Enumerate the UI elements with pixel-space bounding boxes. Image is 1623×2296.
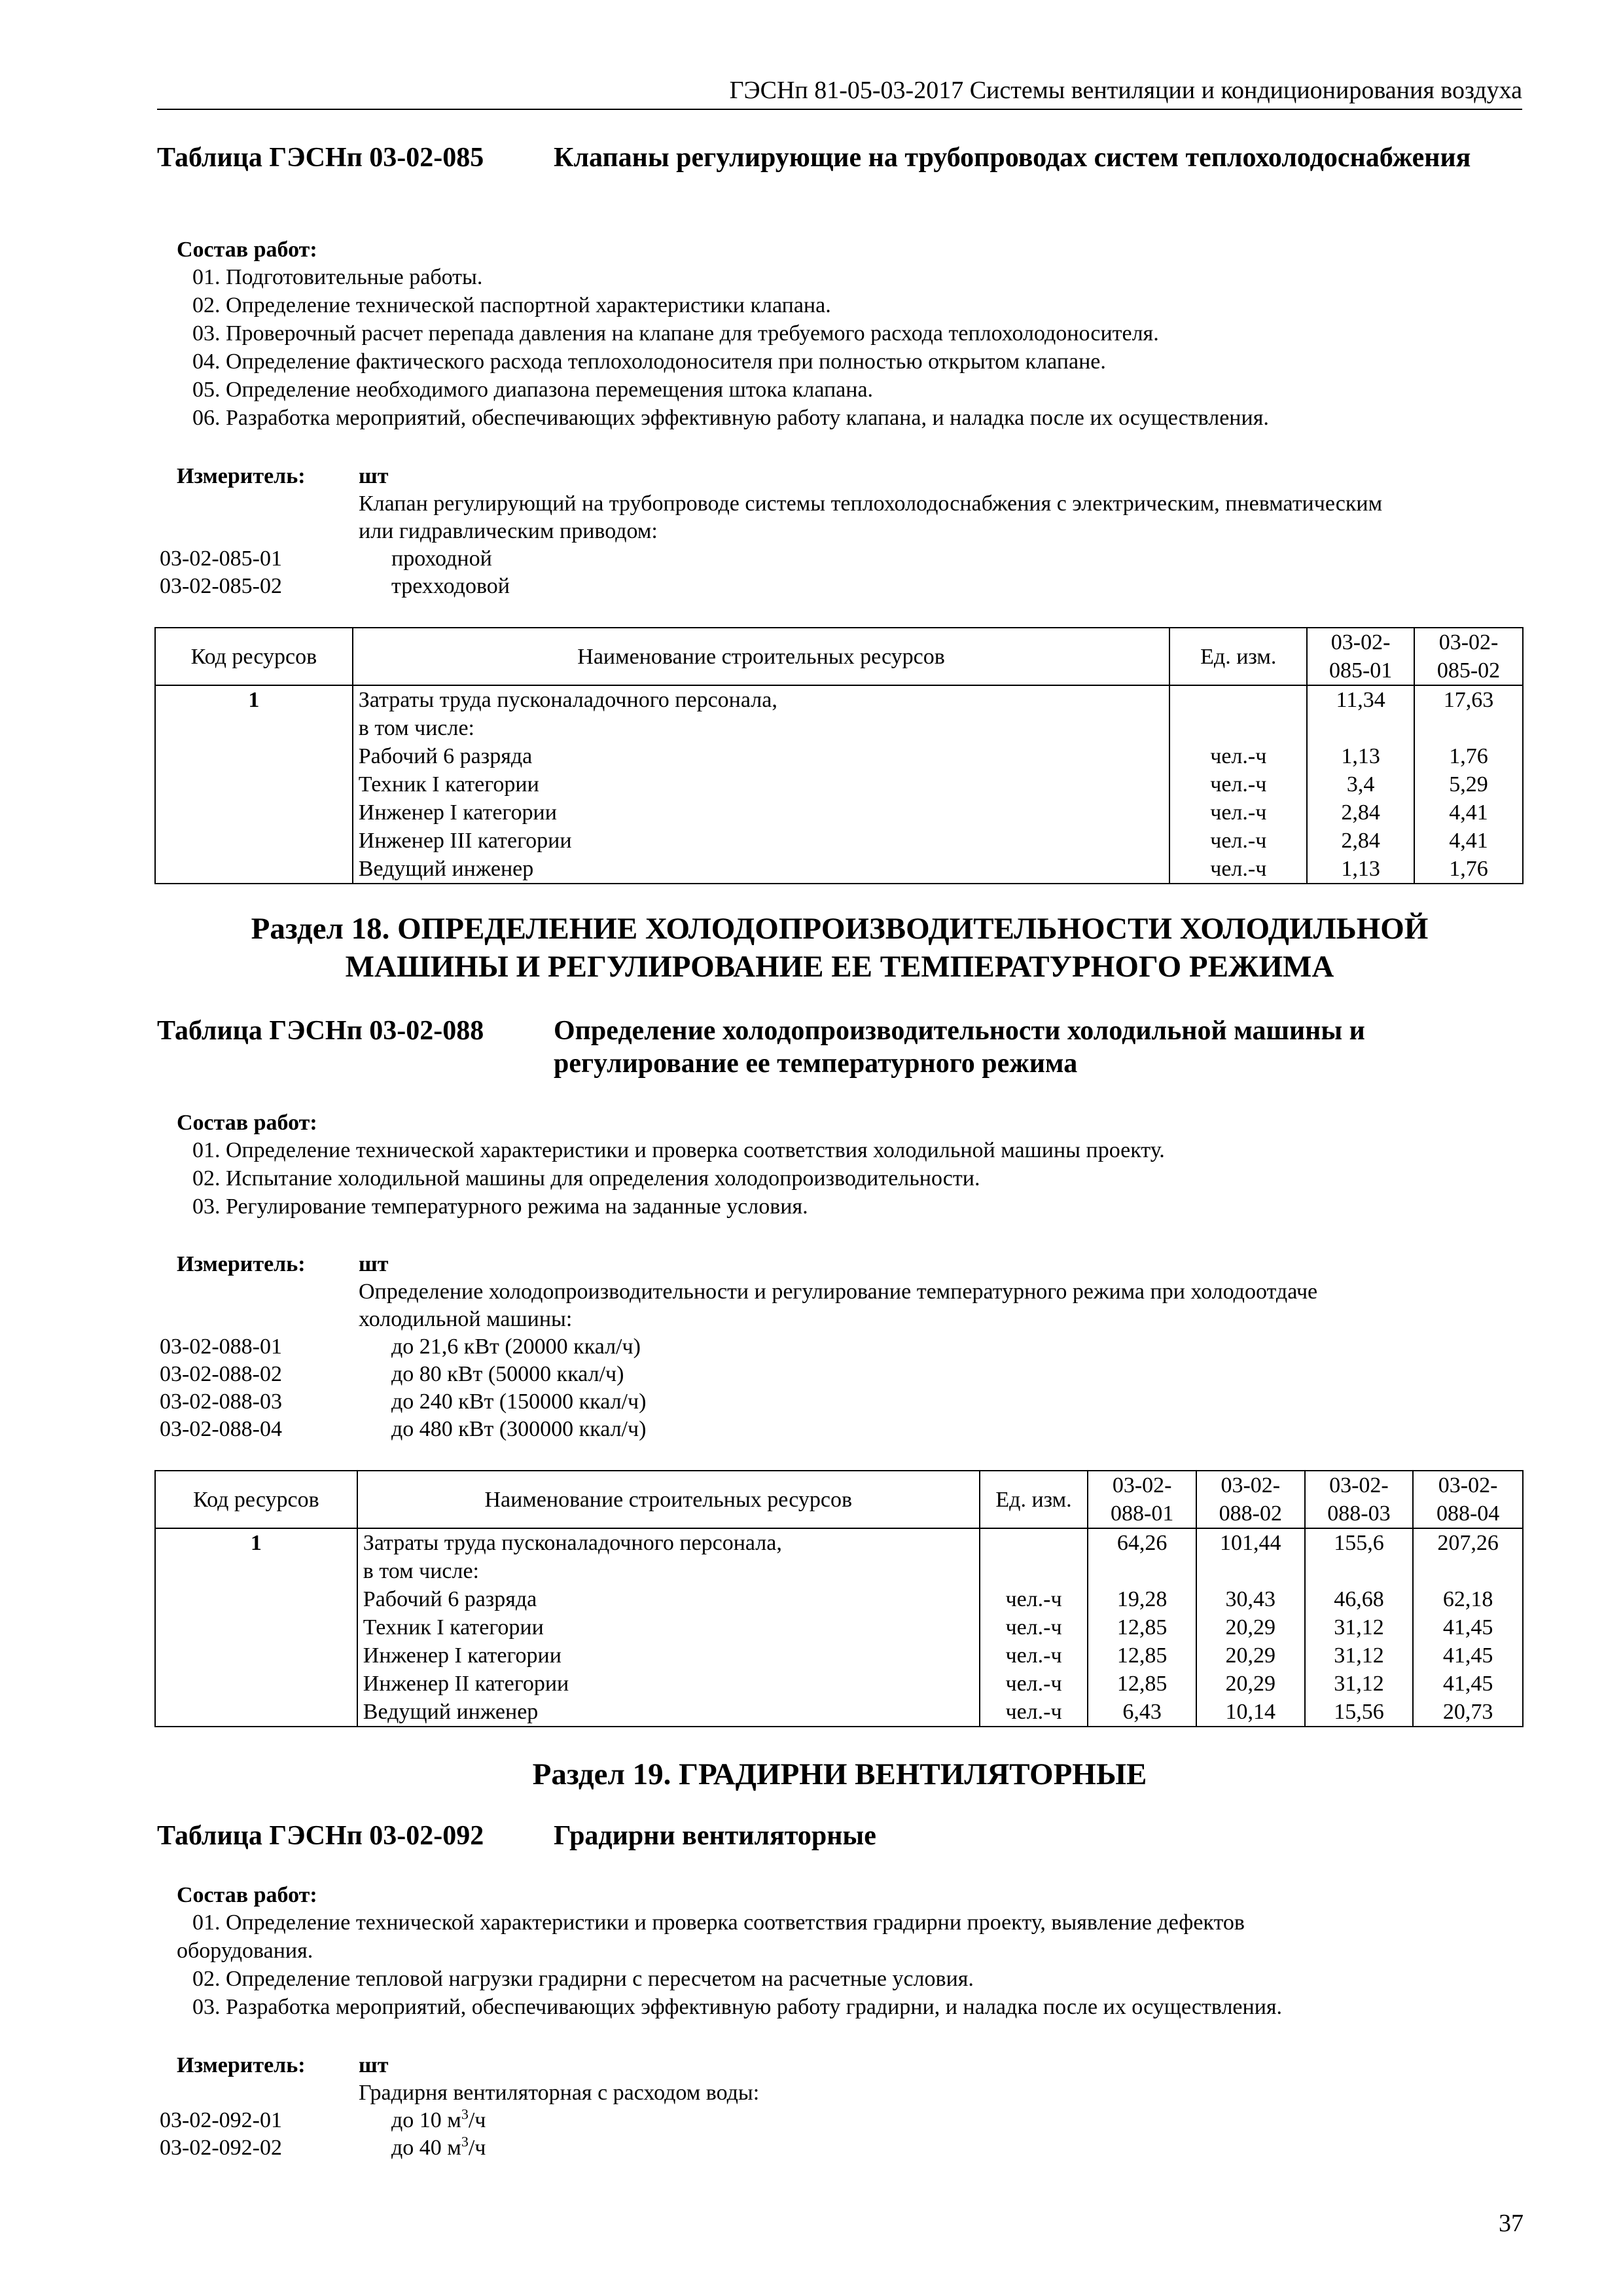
t088-item-code: 03-02-088-02 — [160, 1362, 282, 1386]
t088-item-code: 03-02-088-04 — [160, 1417, 282, 1441]
t092-item-code: 03-02-092-02 — [160, 2136, 282, 2160]
col-header-085-02: 03-02- 085-02 — [1414, 628, 1523, 685]
col-header-088-01: 03-02- 088-01 — [1088, 1471, 1196, 1528]
work-item: 01. Определение технической характеристики и проверка соответствия холодильной машины проекту. — [192, 1138, 1165, 1162]
col-header-name: Наименование строительных ресурсов — [353, 628, 1170, 685]
table-092-title — [157, 1820, 1522, 1852]
col-header-code: Код ресурсов — [155, 628, 353, 685]
table-row: в том числе: — [155, 714, 1523, 742]
t088-composition-label: Состав работ: — [177, 1111, 317, 1135]
work-item: 03. Разработка мероприятий, обеспечивающих эффективную работу градирни, и наладка после их осуществления. — [192, 1995, 1283, 2019]
t088-meter-unit: шт — [359, 1252, 389, 1276]
table-row: Инженер I категории чел.-ч 12,85 20,29 31,12 41,45 — [155, 1641, 1523, 1670]
work-item: 05. Определение необходимого диапазона перемещения штока клапана. — [192, 378, 874, 402]
section-19-heading: Раздел 19. ГРАДИРНИ ВЕНТИЛЯТОРНЫЕ — [532, 1757, 1147, 1791]
work-item: 02. Определение тепловой нагрузки градирни с пересчетом на расчетные условия. — [192, 1967, 974, 1991]
col-header-unit: Ед. изм. — [1169, 628, 1307, 685]
t088-item-name: до 21,6 кВт (20000 ккал/ч) — [391, 1335, 641, 1359]
table-header-row — [155, 628, 1523, 685]
section-18-heading: Раздел 18. ОПРЕДЕЛЕНИЕ ХОЛОДОПРОИЗВОДИТЕЛЬНОСТИ ХОЛОДИЛЬНОЙ МАШИНЫ И РЕГУЛИРОВАНИЕ ЕЕ ТЕМПЕРАТУРНОГО РЕЖИМА — [251, 912, 1429, 984]
work-item: оборудования. — [177, 1939, 313, 1963]
table-row: Рабочий 6 разряда чел.-ч 1,13 1,76 — [155, 742, 1523, 770]
t085-meter-label: Измеритель: — [177, 464, 306, 488]
table-row: Техник I категории чел.-ч 3,4 5,29 — [155, 770, 1523, 798]
table-row: в том числе: — [155, 1557, 1523, 1585]
work-item: 03. Регулирование температурного режима на заданные условия. — [192, 1194, 808, 1219]
work-item: 04. Определение фактического расхода теплохолодоносителя при полностью открытом клапане. — [192, 350, 1106, 374]
work-item: 03. Проверочный расчет перепада давления на клапане для требуемого расхода теплохолодоносителя. — [192, 321, 1159, 346]
col-header-088-04: 03-02- 088-04 — [1413, 1471, 1523, 1528]
t088-item-name: до 80 кВт (50000 ккал/ч) — [391, 1362, 624, 1386]
table-092-code: Таблица ГЭСНп 03-02-092 — [157, 1821, 484, 1851]
t088-works-list — [192, 1136, 1521, 1221]
t092-item-code: 03-02-092-01 — [160, 2108, 282, 2132]
work-item: 01. Определение технической характеристики и проверка соответствия градирни проекту, выявление дефектов — [192, 1910, 1245, 1935]
t085-item-name: трехходовой — [391, 574, 510, 598]
t088-item-code: 03-02-088-03 — [160, 1390, 282, 1414]
t092-desc-1: Градирня вентиляторная с расходом воды: — [359, 2081, 760, 2105]
work-item: 06. Разработка мероприятий, обеспечивающих эффективную работу клапана, и наладка после их осуществления. — [192, 406, 1269, 430]
t085-composition-label: Состав работ: — [177, 238, 317, 262]
table-085-code: Таблица ГЭСНп 03-02-085 — [157, 143, 484, 173]
t088-item-name: до 480 кВт (300000 ккал/ч) — [391, 1417, 647, 1441]
table-row: 1 Затраты труда пусконаладочного персонала, 11,34 17,63 — [155, 685, 1523, 714]
page-number: 37 — [1499, 2210, 1524, 2237]
running-header: ГЭСНп 81-05-03-2017 Системы вентиляции и кондиционирования воздуха — [729, 77, 1522, 104]
t085-item-code: 03-02-085-01 — [160, 547, 282, 571]
table-085-title — [157, 141, 1522, 207]
t088-item-code: 03-02-088-01 — [160, 1335, 282, 1359]
t088-item-name: до 240 кВт (150000 ккал/ч) — [391, 1390, 647, 1414]
table-row: Ведущий инженер чел.-ч 6,43 10,14 15,56 20,73 — [155, 1698, 1523, 1727]
t088-desc-2: холодильной машины: — [359, 1307, 573, 1331]
table-row: Ведущий инженер чел.-ч 1,13 1,76 — [155, 855, 1523, 884]
t085-works-list — [192, 263, 1521, 432]
col-header-088-02: 03-02- 088-02 — [1196, 1471, 1305, 1528]
table-header-row — [155, 1471, 1523, 1528]
t088-desc-1: Определение холодопроизводительности и регулирование температурного режима при холодоотдаче — [359, 1280, 1318, 1304]
col-header-088-03: 03-02- 088-03 — [1305, 1471, 1414, 1528]
t088-resource-table — [154, 1470, 1524, 1727]
t085-resource-table — [154, 627, 1524, 884]
col-header-unit: Ед. изм. — [980, 1471, 1088, 1528]
t092-works-list — [177, 1909, 1521, 2021]
t092-meter-unit: шт — [359, 2053, 389, 2077]
col-header-code: Код ресурсов — [155, 1471, 357, 1528]
t092-item-name: до 10 $м^3/ч$ — [391, 2106, 486, 2132]
table-row: Инженер II категории чел.-ч 12,85 20,29 31,12 41,45 — [155, 1670, 1523, 1698]
t085-desc-2: или гидравлическим приводом: — [359, 519, 658, 543]
table-row: Техник I категории чел.-ч 12,85 20,29 31,12 41,45 — [155, 1613, 1523, 1641]
col-header-085-01: 03-02- 085-01 — [1307, 628, 1414, 685]
t085-item-code: 03-02-085-02 — [160, 574, 282, 598]
t092-composition-label: Состав работ: — [177, 1883, 317, 1907]
work-item: 01. Подготовительные работы. — [192, 265, 483, 289]
t085-desc-1: Клапан регулирующий на трубопроводе системы теплохолодоснабжения с электрическим, пневматическим — [359, 492, 1383, 516]
table-092-name: Градирни вентиляторные — [554, 1821, 876, 1851]
work-item: 02. Испытание холодильной машины для определения холодопроизводительности. — [192, 1166, 980, 1191]
header-rule — [157, 109, 1522, 110]
table-088-code: Таблица ГЭСНп 03-02-088 — [157, 1016, 484, 1046]
table-085-name: Клапаны регулирующие на трубопроводах систем теплохолодоснабжения — [554, 143, 1471, 173]
table-row: Инженер I категории чел.-ч 2,84 4,41 — [155, 798, 1523, 827]
work-item: 02. Определение технической паспортной характеристики клапана. — [192, 293, 831, 317]
table-row: Инженер III категории чел.-ч 2,84 4,41 — [155, 827, 1523, 855]
table-088-name: Определение холодопроизводительности холодильной машины и регулирование ее температурного режима — [554, 1016, 1365, 1079]
t085-item-name: проходной — [391, 547, 492, 571]
t085-meter-unit: шт — [359, 464, 389, 488]
t088-meter-label: Измеритель: — [177, 1252, 306, 1276]
col-header-name: Наименование строительных ресурсов — [357, 1471, 980, 1528]
table-row: 1 Затраты труда пусконаладочного персонала, 64,26 101,44 155,6 207,26 — [155, 1528, 1523, 1557]
table-088-title — [157, 1014, 1522, 1080]
t092-meter-label: Измеритель: — [177, 2053, 306, 2077]
t092-item-name: до 40 $м^3/ч$ — [391, 2133, 486, 2160]
table-row: Рабочий 6 разряда чел.-ч 19,28 30,43 46,68 62,18 — [155, 1585, 1523, 1613]
